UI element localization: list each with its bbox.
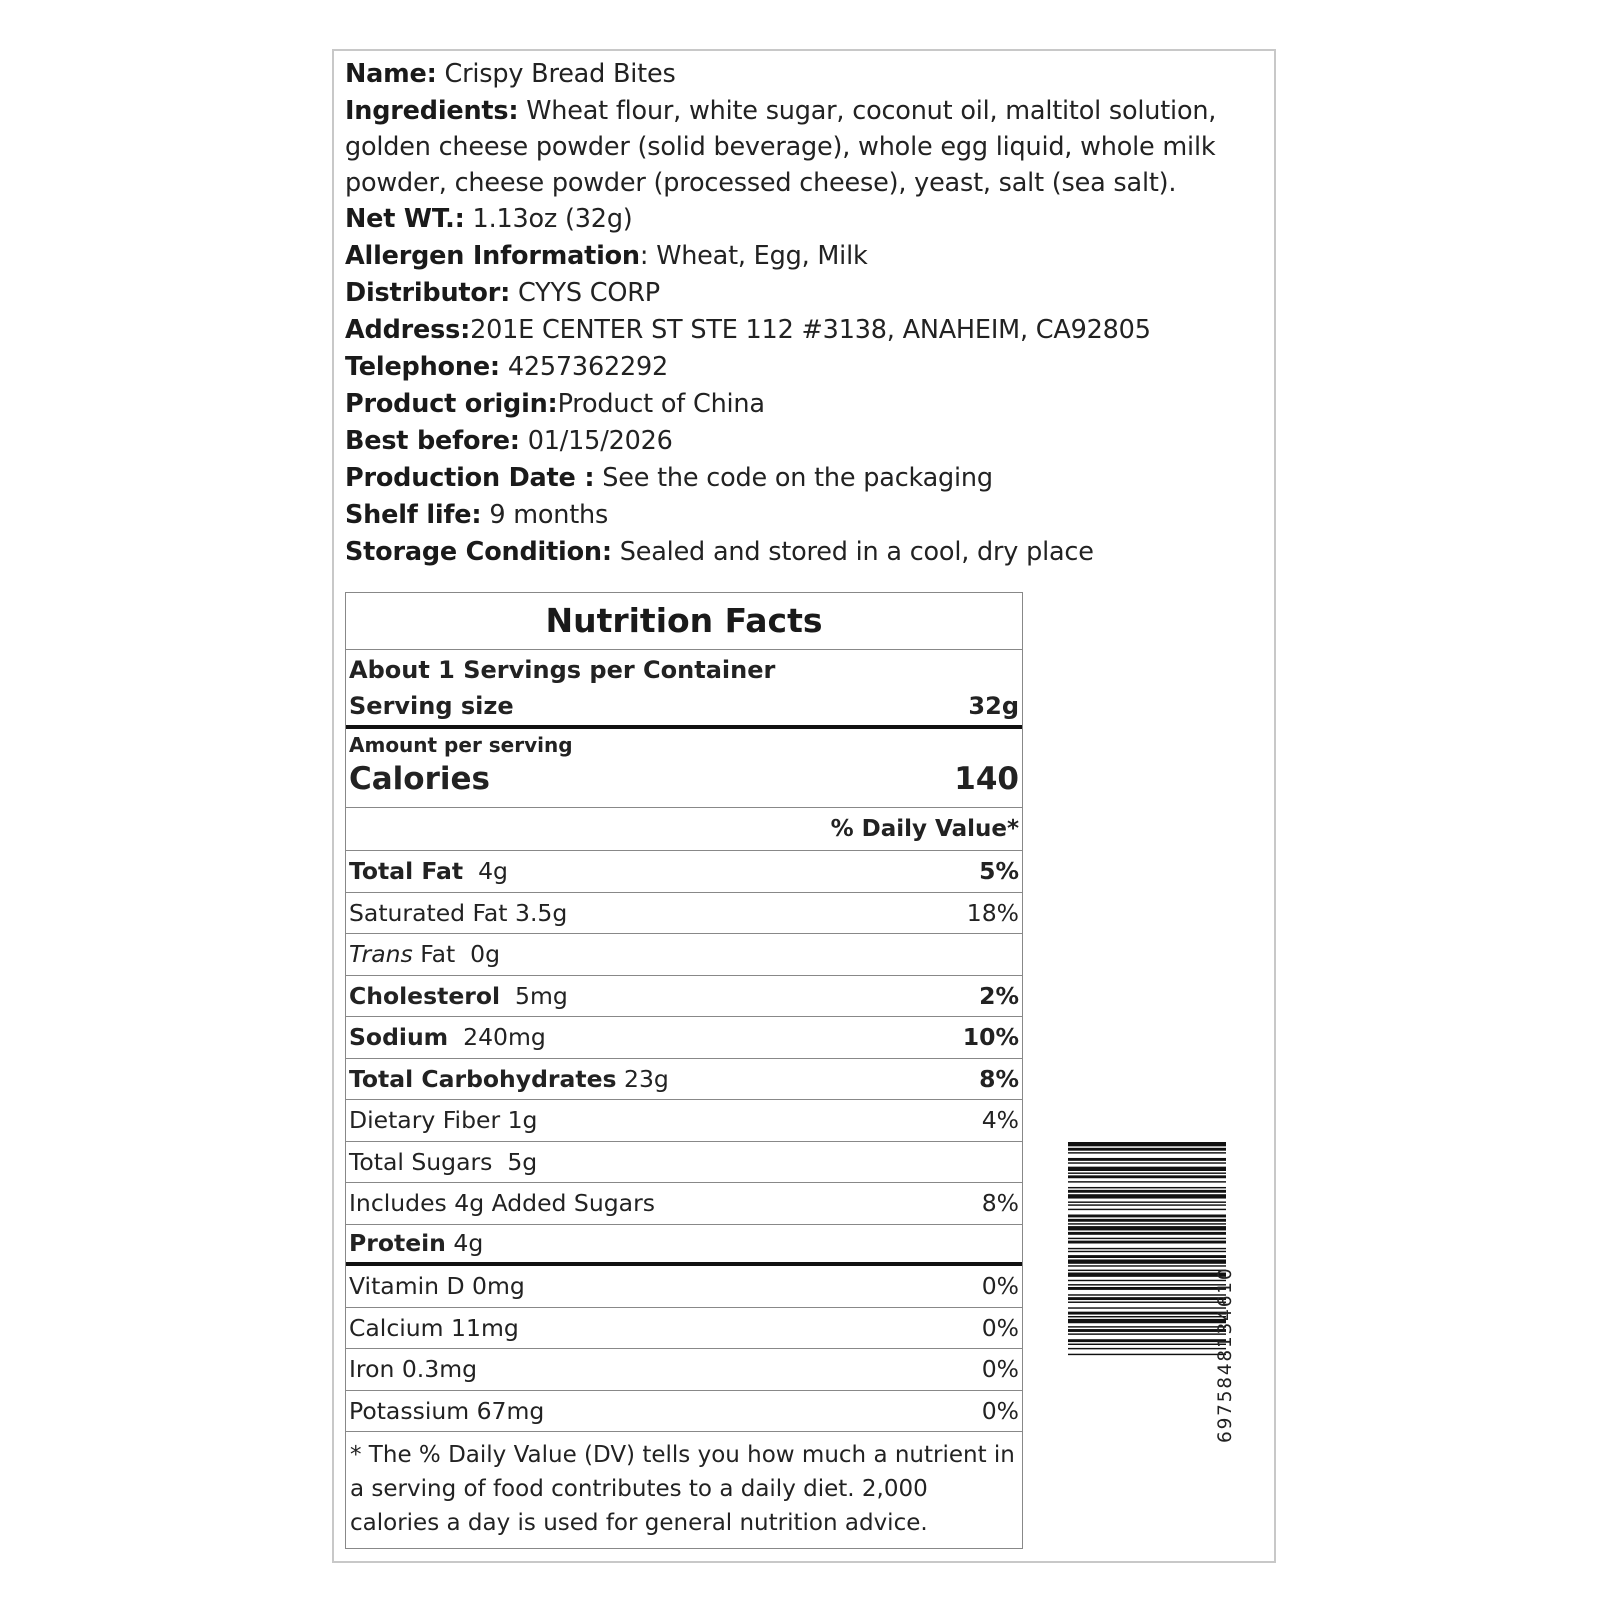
- barcode-bar: [1068, 1232, 1226, 1235]
- fiber-row: [346, 1100, 1022, 1142]
- potassium-row: [346, 1391, 1022, 1433]
- carbs-label: Total Carbohydrates: [349, 1064, 617, 1093]
- address-row: [345, 312, 1270, 349]
- bestbefore-value: 01/15/2026: [527, 426, 673, 456]
- barcode-bar: [1068, 1265, 1226, 1266]
- cholesterol-label: Cholesterol: [349, 981, 501, 1010]
- barcode-bar: [1068, 1302, 1226, 1303]
- carbs-amount: 23g: [624, 1064, 669, 1093]
- serving-size-value: 32g: [968, 692, 1019, 720]
- origin-value: Product of China: [557, 389, 765, 419]
- barcode-bar: [1068, 1255, 1226, 1258]
- barcode-bar: [1068, 1201, 1226, 1202]
- barcode: [1068, 1140, 1248, 1452]
- barcode-bar: [1068, 1348, 1226, 1349]
- total-fat-row: [346, 851, 1022, 893]
- protein-amount: 4g: [453, 1229, 484, 1258]
- sodium-dv: 10%: [962, 1023, 1019, 1052]
- trans-fat-label: Fat: [420, 940, 456, 969]
- name-label: Name:: [345, 59, 437, 89]
- distributor-label: Distributor:: [345, 278, 511, 308]
- address-label: Address:: [345, 315, 471, 345]
- barcode-bar: [1068, 1326, 1226, 1327]
- daily-value-footnote: * The % Daily Value (DV) tells you how much a nutrient in a serving of food contributes to a daily diet. 2,000 calories a day is used for general nutrition advice.: [350, 1442, 1015, 1536]
- sat-fat-dv: 18%: [966, 898, 1019, 927]
- iron-dv: 0%: [981, 1355, 1019, 1384]
- storage-label: Storage Condition:: [345, 537, 612, 567]
- nutrition-facts-panel: [345, 592, 1023, 1549]
- barcode-bar: [1068, 1284, 1226, 1285]
- iron-row: [346, 1349, 1022, 1391]
- vitamin-d-dv: 0%: [981, 1272, 1019, 1301]
- barcode-bar: [1068, 1344, 1226, 1345]
- barcode-bar: [1068, 1333, 1226, 1334]
- barcode-bar: [1068, 1162, 1226, 1163]
- sat-fat-label: Saturated Fat: [349, 898, 508, 927]
- added-sugars-row: [346, 1183, 1022, 1225]
- barcode-bar: [1068, 1251, 1226, 1252]
- barcode-bar: [1068, 1175, 1226, 1178]
- barcode-bar: [1068, 1270, 1226, 1271]
- shelflife-value: 9 months: [489, 500, 609, 530]
- barcode-bar: [1068, 1238, 1226, 1239]
- barcode-bar: [1068, 1280, 1226, 1281]
- barcode-bar: [1068, 1148, 1226, 1151]
- calories-value: 140: [954, 761, 1019, 797]
- barcode-bar: [1068, 1181, 1226, 1182]
- potassium-dv: 0%: [981, 1396, 1019, 1425]
- allergen-label: Allergen Information: [345, 241, 640, 271]
- vitamin-d-text: Vitamin D 0mg: [349, 1272, 525, 1301]
- barcode-bar: [1068, 1194, 1226, 1198]
- sugars-row: [346, 1142, 1022, 1184]
- distributor-value: CYYS CORP: [518, 278, 660, 308]
- netwt-row: [345, 201, 1270, 238]
- barcode-bar: [1068, 1307, 1226, 1308]
- barcode-bar: [1068, 1142, 1226, 1146]
- barcode-bar: [1068, 1158, 1226, 1161]
- total-fat-dv: 5%: [979, 857, 1019, 886]
- calcium-dv: 0%: [981, 1313, 1019, 1342]
- barcode-bars: [1068, 1142, 1226, 1355]
- barcode-bar: [1068, 1287, 1226, 1290]
- barcode-bar: [1068, 1226, 1226, 1230]
- barcode-bar: [1068, 1219, 1226, 1222]
- serving-size-label: Serving size: [349, 692, 514, 720]
- storage-value: Sealed and stored in a cool, dry place: [619, 537, 1094, 567]
- shelflife-label: Shelf life:: [345, 500, 482, 530]
- bestbefore-row: [345, 423, 1270, 460]
- total-fat-amount: 4g: [478, 857, 508, 886]
- calories-block: [346, 729, 1022, 808]
- carbs-dv: 8%: [979, 1064, 1019, 1093]
- cholesterol-amount: 5mg: [515, 981, 568, 1010]
- proddate-value: See the code on the packaging: [602, 463, 993, 493]
- potassium-text: Potassium 67mg: [349, 1396, 545, 1425]
- added-sugars-dv: 8%: [981, 1189, 1019, 1218]
- ingredients-label: Ingredients:: [345, 96, 519, 126]
- barcode-bar: [1068, 1152, 1226, 1153]
- fiber-amount: 1g: [507, 1106, 538, 1135]
- nutrition-title: Nutrition Facts: [346, 593, 1022, 650]
- name-value: Crispy Bread Bites: [444, 59, 676, 89]
- iron-text: Iron 0.3mg: [349, 1355, 477, 1384]
- trans-fat-amount: 0g: [470, 940, 501, 969]
- sat-fat-amount: 3.5g: [515, 898, 568, 927]
- telephone-value: 4257362292: [507, 352, 669, 382]
- trans-fat-italic: Trans: [349, 940, 413, 969]
- sugars-label: Total Sugars: [349, 1147, 493, 1176]
- calcium-row: [346, 1308, 1022, 1350]
- barcode-bar: [1068, 1297, 1226, 1300]
- carbohydrates-row: [346, 1059, 1022, 1101]
- servings-per-container: About 1 Servings per Container: [349, 656, 776, 684]
- barcode-bar: [1068, 1312, 1226, 1315]
- sodium-label: Sodium: [349, 1023, 449, 1052]
- barcode-bar: [1068, 1204, 1226, 1205]
- barcode-bar: [1068, 1354, 1226, 1355]
- calories-label: Calories: [349, 761, 490, 797]
- trans-fat-row: [346, 934, 1022, 976]
- product-info: [345, 56, 1270, 571]
- distributor-row: [345, 275, 1270, 312]
- added-sugars-text: Includes 4g Added Sugars: [349, 1189, 655, 1218]
- barcode-bar: [1068, 1223, 1226, 1224]
- vitamin-d-row: [346, 1266, 1022, 1308]
- barcode-bar: [1068, 1187, 1226, 1188]
- ingredients-value: Wheat flour, white sugar, coconut oil, maltitol solution, golden cheese powder (solid beverage), whole egg liquid, whole milk powder, cheese powder (processed cheese), yeast, salt (sea salt).: [345, 96, 1217, 198]
- telephone-row: [345, 349, 1270, 386]
- origin-row: [345, 386, 1270, 423]
- total-fat-label: Total Fat: [349, 857, 464, 886]
- calories-row: [349, 761, 1019, 797]
- barcode-bar: [1068, 1190, 1226, 1193]
- protein-row: [346, 1225, 1022, 1267]
- address-value: 201E CENTER ST STE 112 #3138, ANAHEIM, CA92805: [470, 315, 1151, 345]
- fiber-label: Dietary Fiber: [349, 1106, 501, 1135]
- storage-row: [345, 534, 1270, 571]
- name-row: [345, 56, 1270, 93]
- barcode-bar: [1068, 1339, 1226, 1342]
- daily-value-header: % Daily Value*: [346, 808, 1022, 851]
- protein-label: Protein: [349, 1229, 446, 1258]
- barcode-bar: [1068, 1215, 1226, 1218]
- proddate-row: [345, 460, 1270, 497]
- allergen-value: : Wheat, Egg, Milk: [639, 241, 868, 271]
- barcode-bar: [1068, 1316, 1226, 1317]
- proddate-label: Production Date :: [345, 463, 595, 493]
- barcode-bar: [1068, 1259, 1226, 1263]
- barcode-bar: [1068, 1329, 1226, 1332]
- sodium-row: [346, 1017, 1022, 1059]
- netwt-value: 1.13oz (32g): [472, 204, 633, 234]
- origin-label: Product origin:: [345, 389, 558, 419]
- serving-size-row: [349, 692, 1019, 720]
- barcode-bar: [1068, 1294, 1226, 1295]
- sugars-amount: 5g: [507, 1147, 538, 1176]
- amount-per-serving: Amount per serving: [349, 733, 573, 757]
- cholesterol-dv: 2%: [979, 981, 1019, 1010]
- netwt-label: Net WT.:: [345, 204, 465, 234]
- cholesterol-row: [346, 976, 1022, 1018]
- shelflife-row: [345, 497, 1270, 534]
- servings-block: [346, 650, 1022, 729]
- fiber-dv: 4%: [981, 1106, 1019, 1135]
- barcode-digits: 6975848134610: [1215, 1266, 1236, 1443]
- barcode-bar: [1068, 1209, 1226, 1210]
- telephone-label: Telephone:: [345, 352, 500, 382]
- barcode-bar: [1068, 1319, 1226, 1323]
- barcode-bar: [1068, 1241, 1226, 1244]
- allergen-row: [345, 238, 1270, 275]
- barcode-bar: [1068, 1167, 1226, 1171]
- barcode-bar: [1068, 1273, 1226, 1277]
- calcium-text: Calcium 11mg: [349, 1313, 519, 1342]
- barcode-bar: [1068, 1172, 1226, 1173]
- barcode-bar: [1068, 1248, 1226, 1249]
- saturated-fat-row: [346, 893, 1022, 935]
- bestbefore-label: Best before:: [345, 426, 520, 456]
- sodium-amount: 240mg: [463, 1023, 546, 1052]
- ingredients-row: [345, 93, 1270, 201]
